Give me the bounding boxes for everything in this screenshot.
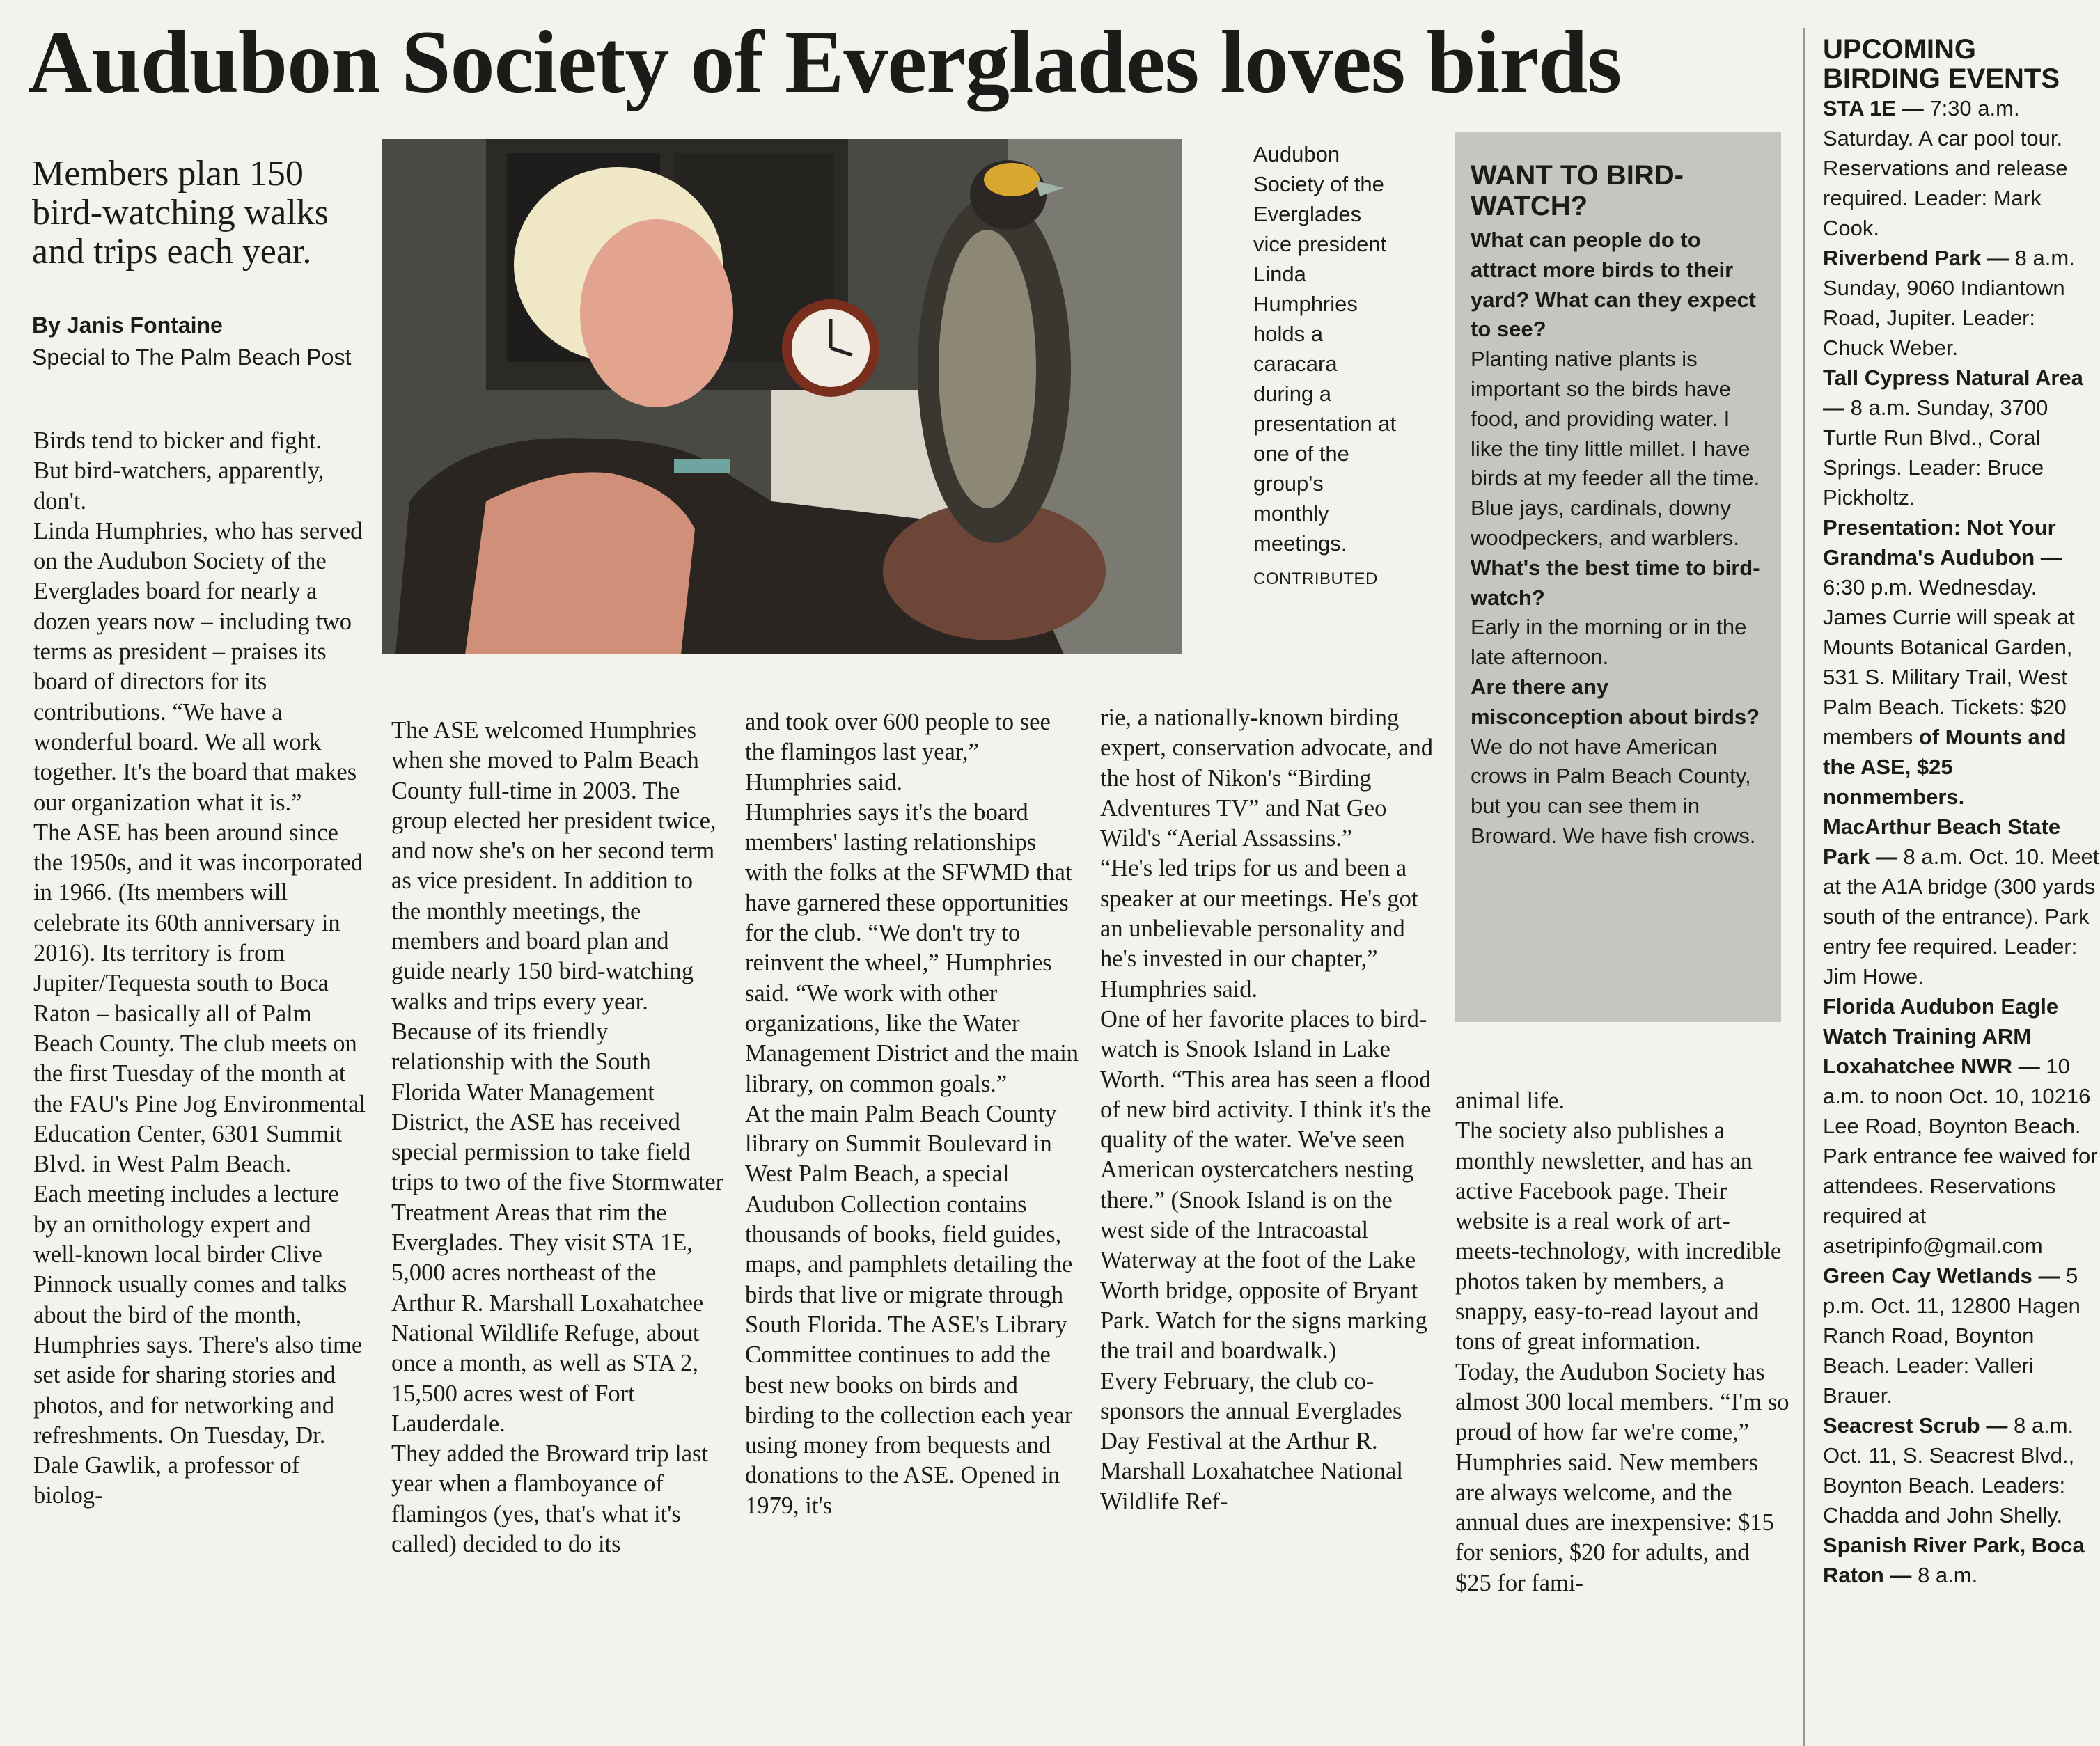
event-details: 8 a.m. bbox=[1918, 1563, 1978, 1587]
event-details: 8 a.m. Oct. 10. Meet at the A1A bridge (300 yards south of the entrance). Park entry fee required. Leader: Jim Howe. bbox=[1823, 844, 2099, 989]
byline-affiliation: Special to The Palm Beach Post bbox=[32, 345, 352, 370]
byline-author: By Janis Fontaine bbox=[32, 313, 223, 338]
event-details-tail: of Mounts and the ASE, $25 nonmembers. bbox=[1823, 725, 2067, 809]
caption-text: Audubon Society of the Everglades vice president Linda Humphries holds a caracara during a presentation at one of the group's monthly meetings. bbox=[1253, 142, 1397, 556]
sidebar-want-to-bird-watch bbox=[1455, 132, 1781, 1022]
event-name: Green Cay Wetlands — bbox=[1823, 1264, 2060, 1288]
event-name: Seacrest Scrub — bbox=[1823, 1413, 2008, 1438]
sidebar-answer: Early in the morning or in the late afternoon. bbox=[1471, 615, 1747, 670]
event-details: 5 p.m. Oct. 11, 12800 Hagen Ranch Road, Boynton Beach. Leader: Valleri Brauer. bbox=[1823, 1264, 2081, 1408]
event-details: 8 a.m. Oct. 11, S. Seacrest Blvd., Boynton Beach. Leaders: Chadda and John Shelly. bbox=[1823, 1413, 2075, 1527]
event-details: 7:30 a.m. Saturday. A car pool tour. Reservations and release required. Leader: Mark Cook. bbox=[1823, 96, 2068, 240]
event-name: MacArthur Beach State Park — bbox=[1823, 815, 2061, 869]
event-item bbox=[1823, 1530, 2100, 1590]
event-name: Presentation: Not Your Grandma's Audubon — bbox=[1823, 515, 2062, 569]
photo-linda-humphries-caracara bbox=[382, 139, 1182, 654]
event-details: 6:30 p.m. Wednesday. James Currie will speak at Mounts Botanical Garden, 531 S. Military Trail, West Palm Beach. Tickets: $20 members bbox=[1823, 575, 2075, 749]
photo-illustration bbox=[382, 139, 1182, 654]
byline bbox=[32, 309, 380, 373]
photo-credit: CONTRIBUTED bbox=[1253, 569, 1378, 588]
article-column-1: Birds tend to bicker and fight. But bird-watchers, apparently, don't. Linda Humphries, who has served on the Audubon Society of the Everglades board for nearly a dozen years now – including two terms as president – praises its board of directors for its contributions. “We have a wonderful board. We all work together. It's the board that makes our organization what it is.” The ASE has been around since the 1950s, and it was incorporated in 1966. (Its members will celebrate its 60th anniversary in 2016). Its territory is from Jupiter/Tequesta south to Boca Raton – basically all of Palm Beach County. The club meets on the first Tuesday of the month at the FAU's Pine Jog Environmental Education Center, 6301 Summit Blvd. in West Palm Beach. Each meeting includes a lecture by an ornithology expert and well-known local birder Clive Pinnock usually comes and talks about the bird of the month, Humphries says. There's also time set aside for sharing stories and photos, and for networking and refreshments. On Tuesday, Dr. Dale Gawlik, a professor of biolog- bbox=[33, 427, 366, 1509]
event-item bbox=[1823, 512, 2100, 812]
event-item bbox=[1823, 1261, 2100, 1410]
event-item bbox=[1823, 243, 2100, 363]
article-column-2: The ASE welcomed Humphries when she moved to Palm Beach County full-time in 2003. The group elected her president twice, and now she's on her second term as vice president. In addition to the monthly meetings, the members and board plan and guide nearly 150 bird-watching walks and trips every year. Because of its friendly relationship with the South Florida Water Management District, the ASE has received special permission to take field trips to two of the five Stormwater Treatment Areas that rim the Everglades. They visit STA 1E, 5,000 acres northeast of the Arthur R. Marshall Loxahatchee National Wildlife Refuge, about once a month, as well as STA 2, 15,500 acres west of Fort Lauderdale. They added the Broward trip last year when a flamboyance of flamingos (yes, that's what it's called) decided to do its bbox=[391, 717, 724, 1558]
event-details: 8 a.m. Sunday, 3700 Turtle Run Blvd., Coral Springs. Leader: Bruce Pickholtz. bbox=[1823, 395, 2048, 510]
event-name: STA 1E — bbox=[1823, 96, 1924, 120]
sidebar-answer: We do not have American crows in Palm Beach County, but you can see them in Broward. We have fish crows. bbox=[1471, 734, 1756, 848]
sidebar-qa-2 bbox=[1471, 553, 1766, 673]
event-name: Spanish River Park, Boca Raton — bbox=[1823, 1533, 2085, 1587]
event-item bbox=[1823, 363, 2100, 512]
event-name: Tall Cypress Natural Area — bbox=[1823, 365, 2083, 420]
column-rule bbox=[1803, 28, 1805, 1746]
article-column-5: animal life. The society also publishes a monthly newsletter, and has an active Facebook page. Their website is a real work of art-meets-technology, with incredible photos taken by members, a snappy, easy-to-read layout and tons of great information. Today, the Audubon Society has almost 300 local members. “I'm so proud of how far we're come,” Humphries said. New members are always welcome, and the annual dues are inexpensive: $15 for seniors, $20 for adults, and $25 for fami- bbox=[1455, 1087, 1789, 1596]
deck-subheadline: Members plan 150 bird-watching walks and trips each year. bbox=[32, 154, 329, 272]
event-details: 8 a.m. Sunday, 9060 Indiantown Road, Jupiter. Leader: Chuck Weber. bbox=[1823, 246, 2075, 360]
sidebar-question: What's the best time to bird-watch? bbox=[1471, 555, 1760, 610]
photo-caption bbox=[1253, 139, 1400, 594]
article-column-3: and took over 600 people to see the flamingos last year,” Humphries said. Humphries says it's the board members' lasting relationships with the folks at the SFWMD that have garnered these opportunities for the club. “We don't try to reinvent the wheel,” Humphries said. “We work with other organizations, like the Water Management District and the main library, on common goals.” At the main Palm Beach County library on Summit Boulevard in West Palm Beach, a special Audubon Collection contains thousands of books, field guides, maps, and pamphlets detailing the birds that live or migrate through South Florida. The ASE's Library Committee continues to add the best new books on birds and birding to the collection each year using money from bequests and donations to the ASE. Opened in 1979, it's bbox=[745, 709, 1079, 1519]
sidebar-qa-3 bbox=[1471, 673, 1766, 851]
sidebar-answer: Planting native plants is important so the birds have food, and providing water. I like the tiny little millet. I have birds at my feeder all the time. Blue jays, cardinals, downy woodpeckers, and warblers. bbox=[1471, 347, 1760, 550]
event-details: 10 a.m. to noon Oct. 10, 10216 Lee Road, Boynton Beach. Park entrance fee waived for attendees. Reservations required at asetripinfo@gmail.com bbox=[1823, 1054, 2098, 1258]
events-title: UPCOMING BIRDING EVENTS bbox=[1823, 34, 2060, 94]
sidebar-title: WANT TO BIRD-WATCH? bbox=[1471, 160, 1684, 221]
event-item bbox=[1823, 991, 2100, 1261]
event-name: Riverbend Park — bbox=[1823, 246, 2009, 270]
upcoming-events bbox=[1823, 35, 2100, 1590]
headline: Audubon Society of Everglades loves birds bbox=[28, 13, 1622, 111]
sidebar-question: What can people do to attract more birds to their yard? What can they expect to see? bbox=[1471, 228, 1757, 342]
event-item bbox=[1823, 1410, 2100, 1530]
event-name: Florida Audubon Eagle Watch Training ARM Loxahatchee NWR — bbox=[1823, 994, 2059, 1078]
event-item bbox=[1823, 93, 2100, 243]
event-item bbox=[1823, 812, 2100, 991]
article-column-4: rie, a nationally-known birding expert, conservation advocate, and the host of Nikon's “Birding Adventures TV” and Nat Geo Wild's “Aerial Assassins.” “He's led trips for us and been a speaker at our meetings. He's got an unbelievable personality and he's invested in our chapter,” Humphries said. One of her favorite places to bird-watch is Snook Island in Lake Worth. “This area has seen a flood of new bird activity. I think it's the quality of the water. We've seen American oystercatchers nesting there.” (Snook Island is on the west side of the Intracoastal Waterway at the foot of the Lake Worth bridge, opposite of Bryant Park. Watch for the signs marking the trail and boardwalk.) Every February, the club co-sponsors the annual Everglades Day Festival at the Arthur R. Marshall Loxahatchee National Wildlife Ref- bbox=[1100, 705, 1433, 1515]
sidebar-qa-1 bbox=[1471, 226, 1766, 553]
sidebar-question: Are there any misconception about birds? bbox=[1471, 674, 1760, 729]
